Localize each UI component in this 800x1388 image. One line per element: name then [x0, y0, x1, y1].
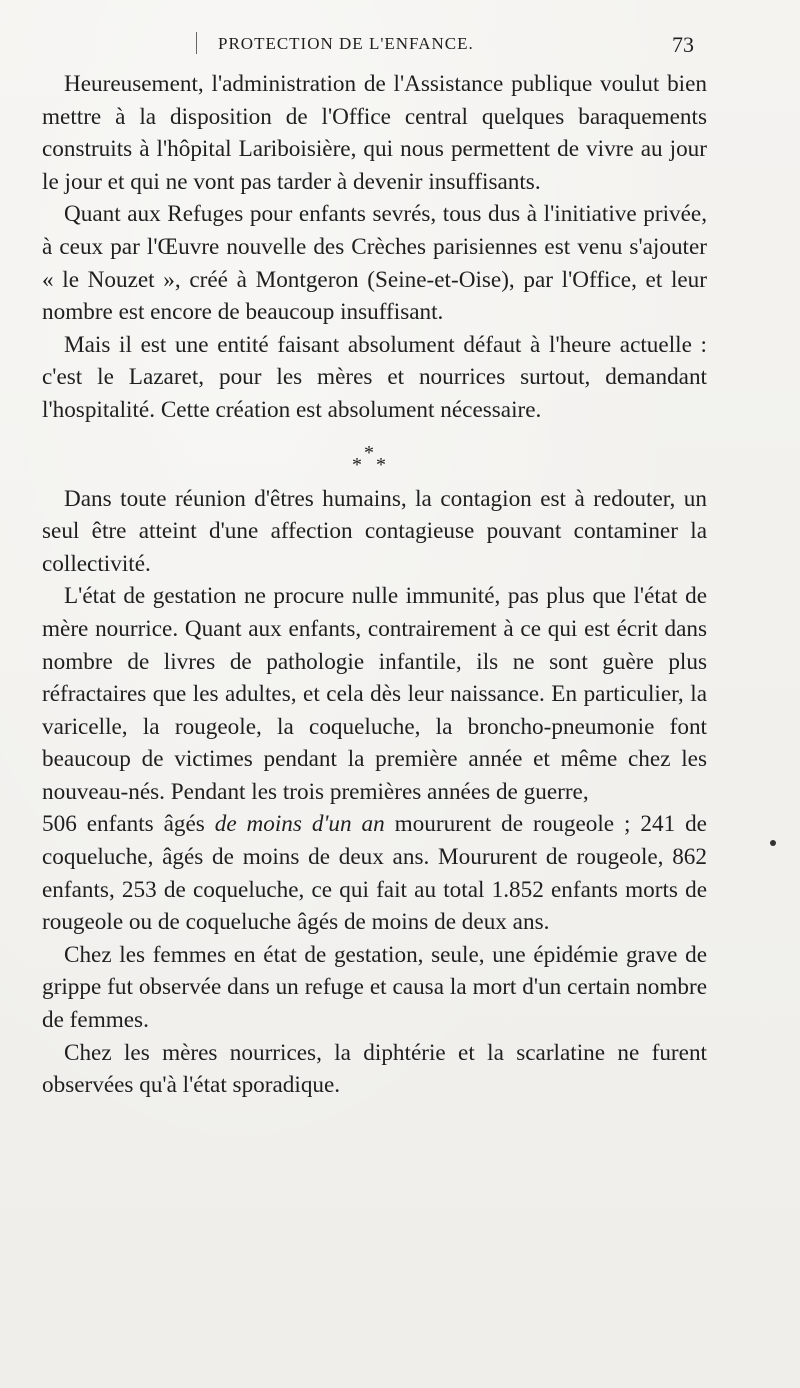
- asterism-star-right: *: [376, 453, 386, 476]
- page-header: [0, 30, 800, 60]
- mortality-text-1: 506 enfants âgés: [42, 811, 215, 838]
- asterism-star-left: *: [352, 453, 362, 476]
- paragraph-grippe: Chez les femmes en état de gestation, seule, une épidémie grave de grippe fut observée dans un refuge et causa la mort d'un certain nombre de femmes.: [42, 941, 707, 1034]
- body-text: [42, 68, 707, 1102]
- paragraph-nourrices: Chez les mères nourrices, la diphtérie et la scarlatine ne furent observées qu'à l'état sporadique.: [42, 1039, 707, 1099]
- paragraph-mortality: [42, 808, 707, 938]
- paragraph-gestation: L'état de gestation ne procure nulle immunité, pas plus que l'état de mère nourrice. Quant aux enfants, contrairement à ce qui est écrit dans nombre de livres de pathologie infantile, ils ne sont guère plus réfractaires que les adultes, et cela dès leur naissance. En particulier, la varicelle, la rougeole, la coqueluche, la broncho-pneumonie font beaucoup de victimes pendant la première année et même chez les nouveau-nés. Pendant les trois premières années de guerre,: [42, 583, 707, 805]
- running-head: PROTECTION DE L'ENFANCE.: [218, 34, 474, 53]
- mortality-text-2: moururent de rougeole ; 241 de coqueluche, âgés de moins de deux ans. Moururent de rougeole, 862 enfants, 253 de coqueluche, ce qui fait au total 1.852 enfants morts de rougeole ou de coqueluche âgés de moins de deux ans.: [42, 811, 707, 936]
- asterism-star-top: *: [364, 441, 374, 464]
- page-number: 73: [672, 32, 694, 57]
- header-rule: [196, 32, 197, 54]
- paragraph-contagion: Dans toute réunion d'êtres humains, la contagion est à redouter, un seul être atteint d'une affection contagieuse pouvant contaminer la collectivité.: [42, 485, 707, 577]
- ink-speck: [770, 840, 776, 846]
- paragraph-refuges: Quant aux Refuges pour enfants sevrés, tous dus à l'initiative privée, à ceux par l'Œuvre nouvelle des Crèches parisiennes est venu s'ajouter « le Nouzet », créé à Montgeron (Seine-et-Oise), par l'Office, et leur nombre est encore de beaucoup insuffisant.: [42, 201, 707, 326]
- paragraph-lazaret: Mais il est une entité faisant absolument défaut à l'heure actuelle : c'est le Lazaret, pour les mères et nourrices surtout, demandant l'hospitalité. Cette création est absolument nécessaire.: [42, 331, 707, 423]
- paragraph-administration: Heureusement, l'administration de l'Assistance publique voulut bien mettre à la disposition de l'Office central quelques baraquements construits à l'hôpital Lariboisière, qui nous permettent de vivre au jour le jour et qui ne vont pas tarder à devenir insuffisants.: [42, 71, 707, 195]
- asterism-separator: [42, 427, 707, 483]
- mortality-italic: de moins d'un an: [214, 811, 385, 838]
